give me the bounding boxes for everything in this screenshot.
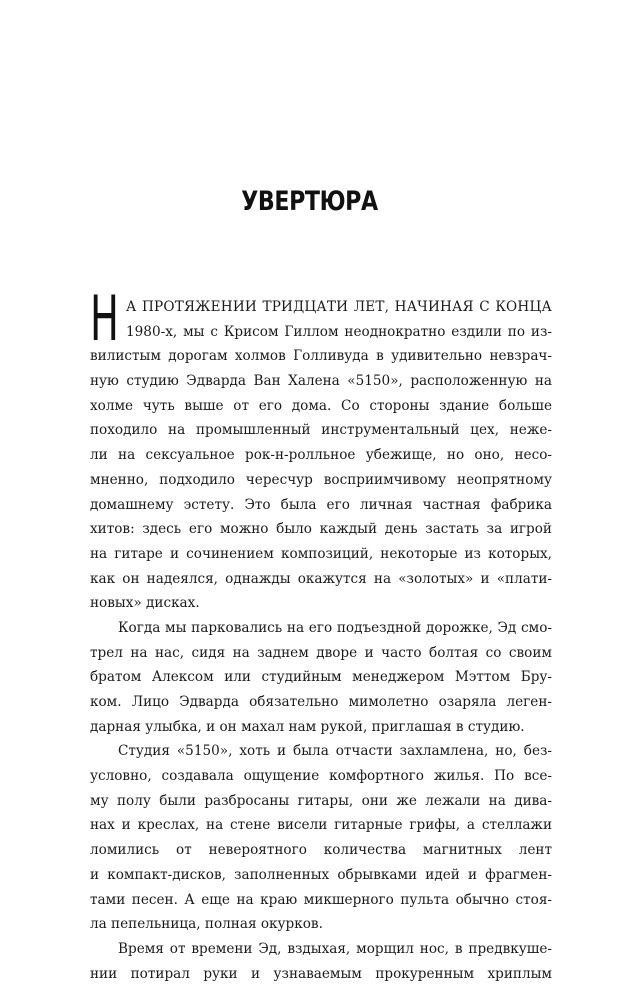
text-line: Студия «5150», хоть и была отчасти захламлена, но, без- <box>118 743 552 760</box>
text-line: ла пепельница, полная окурков. <box>90 916 323 933</box>
text-line: новых» дисках. <box>90 595 200 612</box>
text-line: ную студию Эдварда Ван Халена «5150», расположенную на <box>90 373 552 390</box>
text-line: нии потирал руки и узнаваемым прокуренным хриплым <box>90 965 552 982</box>
text-line: условно, создавала ощущение комфортного жилья. По все- <box>90 768 552 785</box>
text-line: тами песен. А еще на краю микшерного пульта обычно стоя- <box>90 891 552 908</box>
drop-cap: Н <box>90 282 119 355</box>
text-line: ломились от невероятного количества магнитных лент <box>90 842 552 859</box>
body-text <box>90 282 552 986</box>
text-line: вилистым дорогам холмов Голливуда в удивительно невзрач- <box>90 348 552 365</box>
text-line: домашнему эстету. Это была его личная частная фабрика <box>90 496 552 513</box>
text-line: мненно, подходило чересчур восприимчивому неопрятному <box>90 471 552 488</box>
text-line: ком. Лицо Эдварда обязательно мимолетно озаряла леген- <box>90 694 552 710</box>
text-line: дарная улыбка, и он махал нам рукой, приглашая в студию. <box>90 718 525 735</box>
text-line: хитов: здесь его можно было каждый день застать за игрой <box>90 521 552 538</box>
text-line: нах и креслах, на стене висели гитарные грифы, а стеллажи <box>90 817 552 834</box>
text-line: 1980-х, мы с Крисом Гиллом неоднократно ездили по из- <box>126 323 552 340</box>
chapter-title: УВЕРТЮРА <box>241 186 378 217</box>
text-line: Когда мы парковались на его подъездной дорожке, Эд смо- <box>118 619 552 636</box>
text-line: му полу были разбросаны гитары, они же лежали на дива- <box>90 792 552 809</box>
text-line: холме чуть выше от его дома. Со стороны здание больше <box>90 397 552 414</box>
text-line: и компакт-дисков, заполненных обрывками идей и фрагмен- <box>90 866 552 883</box>
text-line: А ПРОТЯЖЕНИИ ТРИДЦАТИ ЛЕТ, НАЧИНАЯ С КОНЦА <box>126 299 552 315</box>
text-line: братом Алексом или студийным менеджером Мэттом Бру- <box>90 669 552 686</box>
text-line: на гитаре и сочинением композиций, некоторые из которых, <box>90 545 552 562</box>
text-line: трел на нас, сидя на заднем дворе и часто болтая со своим <box>90 644 552 661</box>
text-line: ли на сексуальное рок-н-ролльное убежище, но оно, несо- <box>90 447 552 464</box>
text-line: как он надеялся, однажды окажутся на «золотых» и «плати- <box>90 570 552 587</box>
text-line: походило на промышленный инструментальный цех, неже- <box>90 422 552 439</box>
text-line: Время от времени Эд, вздыхая, морщил нос, в предвкуше- <box>118 940 552 957</box>
